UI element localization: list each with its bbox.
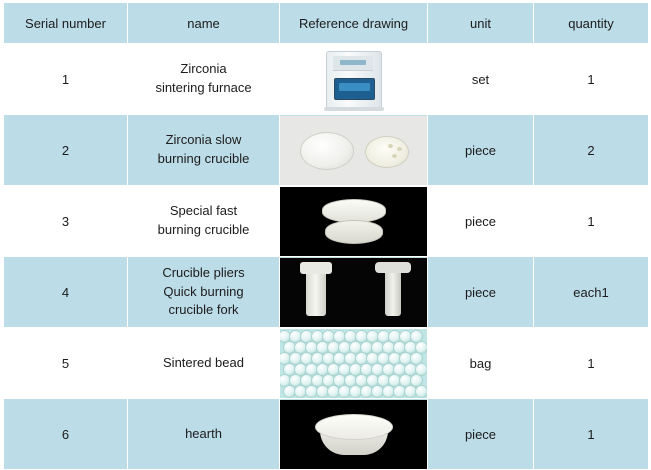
cell-name (128, 186, 280, 257)
table-row (4, 44, 649, 115)
cell-name (128, 328, 280, 399)
table-row (4, 399, 649, 470)
bead-dot-shape (397, 147, 402, 151)
name-line: crucible fork (168, 302, 239, 318)
cell-quantity: 1 (534, 399, 649, 470)
crucible-lower-ring-shape (325, 220, 383, 244)
crucible-base-shape (365, 136, 409, 168)
column-header-reference-drawing: Reference drawing (280, 3, 428, 44)
name-line: Zirconia (180, 61, 227, 77)
table-row (4, 186, 649, 257)
table-body (4, 44, 649, 470)
name-line: burning crucible (157, 151, 250, 166)
name-line: burning crucible (157, 222, 250, 237)
cell-quantity: 1 (534, 328, 649, 399)
cell-reference-drawing (280, 399, 428, 470)
cell-serial-number: 6 (4, 399, 128, 470)
furnace-body-shape (326, 51, 382, 109)
name-line: Crucible pliers (162, 264, 245, 280)
cell-reference-drawing (280, 186, 428, 257)
header-row (4, 3, 649, 44)
cell-quantity: each1 (534, 257, 649, 328)
cell-unit: set (428, 44, 534, 115)
hearth-photo (280, 400, 427, 469)
table-row (4, 328, 649, 399)
name-line: hearth (185, 425, 222, 441)
cell-name (128, 257, 280, 328)
cell-reference-drawing (280, 328, 428, 399)
column-header-serial-number: Serial number (4, 3, 128, 44)
cell-serial-number: 5 (4, 328, 128, 399)
name-line: Zirconia slow (165, 132, 242, 148)
furnace-base-shape (324, 107, 384, 111)
crucible-pliers-and-fork-photo (280, 258, 427, 327)
cell-serial-number: 2 (4, 115, 128, 186)
cell-unit: piece (428, 257, 534, 328)
table-row (4, 115, 649, 186)
crucible-plier-shape (306, 266, 326, 316)
cell-quantity: 2 (534, 115, 649, 186)
crucible-lid-shape (300, 132, 354, 170)
cell-reference-drawing (280, 44, 428, 115)
cell-quantity: 1 (534, 44, 649, 115)
name-line: Quick burning (163, 283, 244, 299)
cell-serial-number: 1 (4, 44, 128, 115)
cell-serial-number: 3 (4, 186, 128, 257)
table-row (4, 257, 649, 328)
column-header-unit: unit (428, 3, 534, 44)
hearth-rim-shape (315, 414, 393, 440)
table-header (4, 3, 649, 44)
zirconia-sintering-furnace-photo (280, 45, 427, 114)
cell-name (128, 44, 280, 115)
cell-unit: piece (428, 186, 534, 257)
bead-dot-shape (392, 154, 397, 158)
name-line: Special fast (169, 203, 238, 219)
bead-shape (415, 385, 427, 398)
parts-list-sheet (0, 2, 651, 468)
name-line: sintering furnace (155, 80, 252, 95)
sintered-bead-photo (280, 329, 427, 398)
furnace-display-shape (334, 78, 375, 100)
parts-table (3, 2, 649, 470)
zirconia-slow-burning-crucible-photo (280, 116, 427, 185)
crucible-fork-shape (385, 266, 401, 316)
cell-unit: bag (428, 328, 534, 399)
cell-reference-drawing (280, 257, 428, 328)
cell-name (128, 115, 280, 186)
column-header-quantity: quantity (534, 3, 649, 44)
furnace-logo-shape (340, 60, 366, 65)
cell-unit: piece (428, 115, 534, 186)
cell-reference-drawing (280, 115, 428, 186)
special-fast-burning-crucible-photo (280, 187, 427, 256)
cell-unit: piece (428, 399, 534, 470)
name-line: Sintered bead (163, 354, 244, 370)
cell-serial-number: 4 (4, 257, 128, 328)
bead-dot-shape (388, 144, 393, 148)
cell-quantity: 1 (534, 186, 649, 257)
cell-name (128, 399, 280, 470)
column-header-name: name (128, 3, 280, 44)
